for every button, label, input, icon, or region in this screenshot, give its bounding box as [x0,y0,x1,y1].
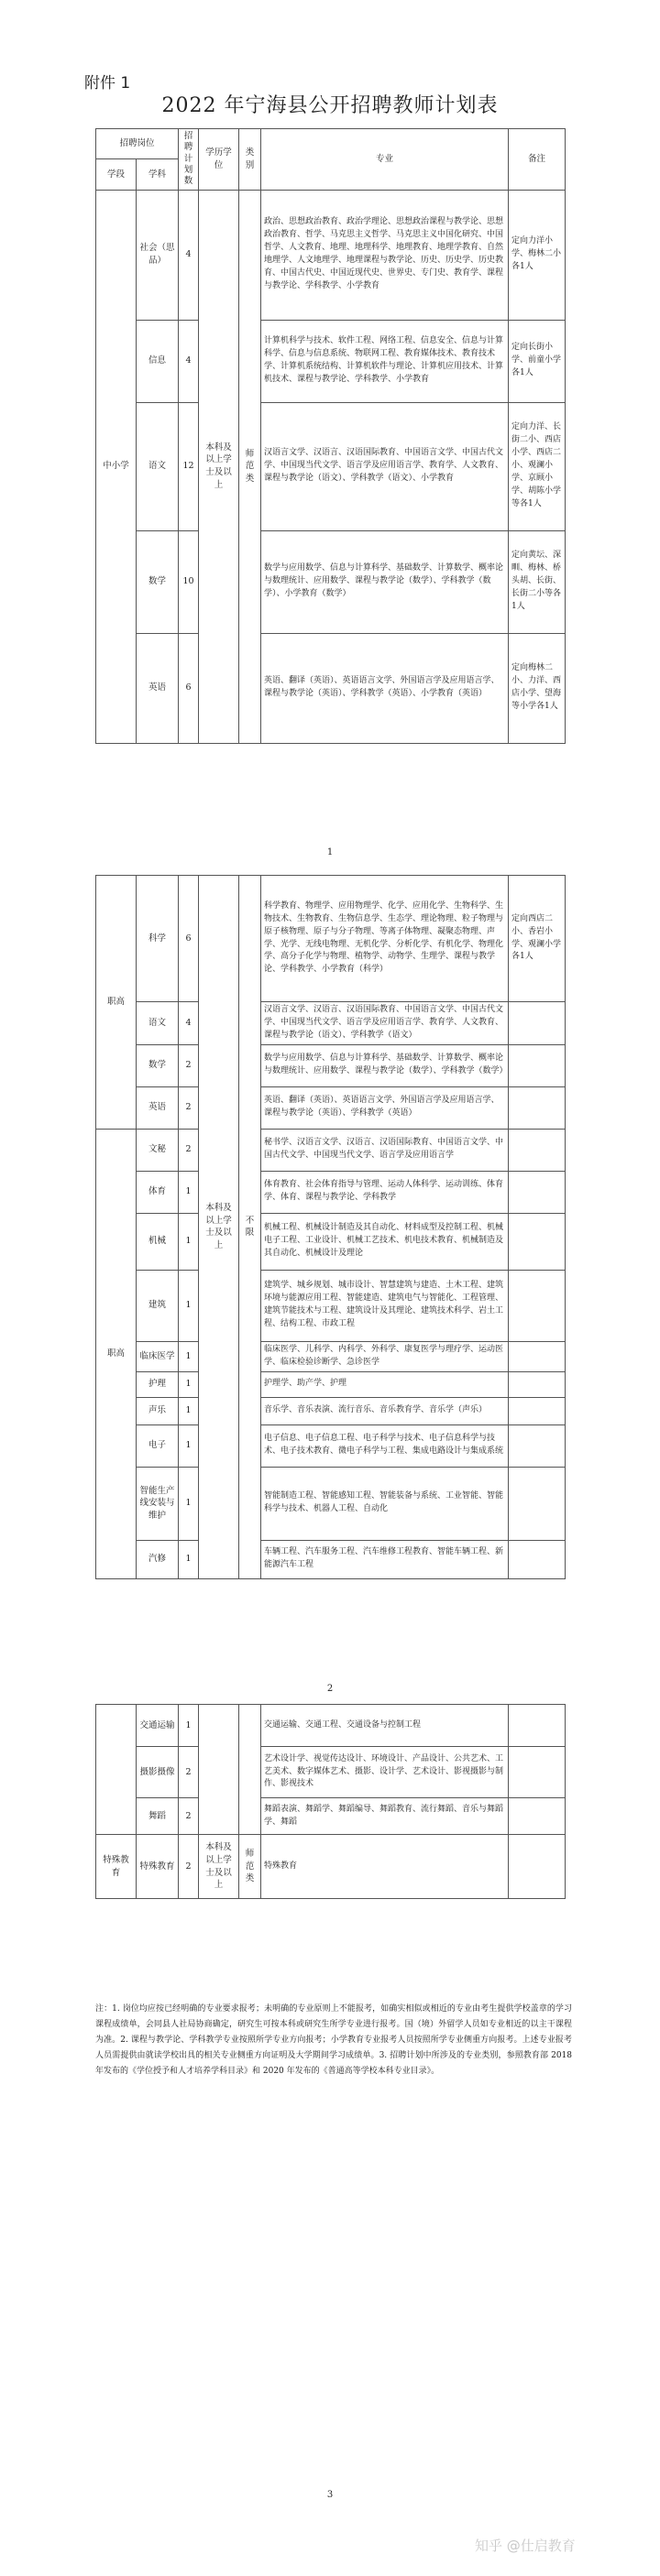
segment-cell: 中小学 [96,190,137,743]
subject-cell: 汽修 [137,1540,179,1578]
header-note: 备注 [509,129,566,191]
major-cell: 音乐学、音乐表演、流行音乐、音乐教育学、音乐学（声乐） [261,1397,509,1424]
count-cell: 1 [179,1467,199,1540]
page-title: 2022 年宁海县公开招聘教师计划表 [161,94,499,117]
major-cell: 科学教育、物理学、应用物理学、化学、应用化学、生物科学、生物技术、生物教育、生物信息学、生态学、理论物理、粒子物理与原子核物理、原子与分子物理、等离子体物理、凝聚态物理、声学、光学、无线电物理、无机化学、分析化学、有机化学、物理化学、高分子化学与物理、植物学、动物学、生理学、课程与教学论、学科教学、小学教育（科学） [261,876,509,1002]
major-cell: 临床医学、儿科学、内科学、外科学、康复医学与理疗学、运动医学、临床检验诊断学、急诊医学 [261,1341,509,1371]
major-cell: 数学与应用数学、信息与计算科学、基础数学、计算数学、概率论与数理统计、应用数学、课程与教学论（数学）、学科教学（数学） [261,1044,509,1086]
note-cell [509,1002,566,1045]
subject-cell: 数学 [137,1044,179,1086]
plan-table-2 [95,875,566,1579]
subject-cell: 电子 [137,1424,179,1467]
note-cell [509,1467,566,1540]
note-cell [509,1540,566,1578]
page-number: 2 [326,1684,334,1694]
education-cell: 本科及以上学士及以上 [199,190,239,743]
footnote: 注：1. 岗位均应按已经明确的专业要求报考；未明确的专业原则上不能报考，如确实相似或相近的专业由考生提供学校盖章的学习课程成绩单，会同县人社局协商确定，研究生可按本科或研究生所学专业进行报考。国（境）外留学人员如专业相近的以主干课程为准。2. 课程与教学论、学科教学专业按照所学专业方向报考；小学教育专业报考人员按照所学专业侧重方向报考。上述专业报考人员需提供由就读学校出具的相关专业侧重方向证明及大学期间学习成绩单。3. 招聘计划中所涉及的专业类别，参照教育部 2018 年发布的《学位授予和人才培养学科目录》和 2020 年发布的《普通高等学校本科专业目录》。 [95,2004,572,2077]
plan-table-1 [95,128,566,744]
subject-cell: 英语 [137,633,179,743]
note-cell: 定向西店二小、香岩小学、观澜小学各1人 [509,876,566,1002]
count-cell: 2 [179,1798,199,1835]
count-cell: 10 [179,530,199,633]
page-number: 3 [326,2490,334,2500]
count-cell: 2 [179,1747,199,1798]
subject-cell: 特殊教育 [137,1835,179,1899]
note-cell [509,1086,566,1129]
watermark: 知乎 @仕启教育 [475,2538,576,2554]
count-cell: 6 [179,876,199,1002]
count-cell: 1 [179,1705,199,1747]
count-cell: 12 [179,402,199,530]
note-cell: 定向梅林二小、力洋、西店小学、望海等小学各1人 [509,633,566,743]
education-cell-blank [199,1705,239,1835]
note-cell [509,1341,566,1371]
note-cell [509,1747,566,1798]
count-cell: 1 [179,1341,199,1371]
category-cell: 不限 [239,876,261,1579]
education-cell: 本科及以上学士及以上 [199,1835,239,1899]
subject-cell: 数学 [137,530,179,633]
count-cell: 2 [179,1044,199,1086]
major-cell: 车辆工程、汽车服务工程、汽车维修工程教育、智能车辆工程、新能源汽车工程 [261,1540,509,1578]
segment-cell: 职高 [96,1129,137,1578]
note-cell: 定向黄坛、深甽、梅林、桥头胡、长街、长街二小等各1人 [509,530,566,633]
note-cell [509,1371,566,1397]
subject-cell: 社会（思品） [137,190,179,320]
count-cell: 2 [179,1129,199,1171]
header-education: 学历学位 [199,129,239,191]
count-cell: 1 [179,1540,199,1578]
major-cell: 机械工程、机械设计制造及其自动化、材料成型及控制工程、机械电子工程、工业设计、机械工艺技术、机电技术教育、机械制造及其自动化、机械设计及理论 [261,1213,509,1270]
header-position: 招聘岗位 [96,129,179,159]
note-cell [509,1129,566,1171]
subject-cell: 语文 [137,402,179,530]
major-cell: 特殊教育 [261,1835,509,1899]
count-cell: 6 [179,633,199,743]
note-cell: 定向力洋小学、梅林二小各1人 [509,190,566,320]
subject-cell: 建筑 [137,1270,179,1341]
segment-cell: 职高 [96,876,137,1130]
count-cell: 2 [179,1086,199,1129]
plan-table-3 [95,1704,566,1899]
note-cell [509,1397,566,1424]
note-cell: 定向力洋、长街二小、西店小学、西店二小、观澜小学、京顾小学、胡陈小学等各1人 [509,402,566,530]
note-cell [509,1798,566,1835]
subject-cell: 智能生产线安装与维护 [137,1467,179,1540]
count-cell: 1 [179,1171,199,1213]
major-cell: 体育教育、社会体育指导与管理、运动人体科学、运动训练、体育学、体育、课程与教学论、学科教学 [261,1171,509,1213]
header-category: 类别 [239,129,261,191]
note-cell [509,1213,566,1270]
note-cell [509,1270,566,1341]
subject-cell: 临床医学 [137,1341,179,1371]
major-cell: 英语、翻译（英语）、英语语言文学、外国语言学及应用语言学、课程与教学论（英语）、学科教学（英语） [261,1086,509,1129]
category-cell: 师范类 [239,1835,261,1899]
page-number: 1 [326,847,334,857]
note-cell [509,1171,566,1213]
major-cell: 英语、翻译（英语）、英语语言文学、外国语言学及应用语言学、课程与教学论（英语）、学科教学（英语）、小学教育（英语） [261,633,509,743]
annex-label: 附件 1 [84,74,131,93]
note-cell [509,1835,566,1899]
major-cell: 汉语言文学、汉语言、汉语国际教育、中国语言文学、中国古代文学、中国现当代文学、语言学及应用语言学、教育学、人文教育、课程与教学论（语文）、学科教学（语文） [261,1002,509,1045]
note-cell [509,1705,566,1747]
major-cell: 建筑学、城乡规划、城市设计、智慧建筑与建造、土木工程、建筑环境与能源应用工程、智能建造、建筑电气与智能化、工程管理、建筑节能技术与工程、建筑设计及其理论、建筑技术科学、岩土工程、结构工程、市政工程 [261,1270,509,1341]
subject-cell: 科学 [137,876,179,1002]
count-cell: 1 [179,1424,199,1467]
count-cell: 4 [179,320,199,402]
major-cell: 智能制造工程、智能感知工程、智能装备与系统、工业智能、智能科学与技术、机器人工程、自动化 [261,1467,509,1540]
note-cell [509,1044,566,1086]
subject-cell: 语文 [137,1002,179,1045]
header-segment: 学段 [96,159,137,190]
count-cell: 2 [179,1835,199,1899]
count-cell: 1 [179,1270,199,1341]
subject-cell: 英语 [137,1086,179,1129]
subject-cell: 信息 [137,320,179,402]
header-subject: 学科 [137,159,179,190]
subject-cell: 声乐 [137,1397,179,1424]
subject-cell: 体育 [137,1171,179,1213]
subject-cell: 摄影摄像 [137,1747,179,1798]
count-cell: 1 [179,1397,199,1424]
count-cell: 1 [179,1213,199,1270]
segment-cell: 特殊教育 [96,1835,137,1899]
major-cell: 秘书学、汉语言文学、汉语言、汉语国际教育、中国语言文学、中国古代文学、中国现当代文学、语言学及应用语言学 [261,1129,509,1171]
subject-cell: 文秘 [137,1129,179,1171]
subject-cell: 机械 [137,1213,179,1270]
count-cell: 4 [179,1002,199,1045]
major-cell: 计算机科学与技术、软件工程、网络工程、信息安全、信息与计算科学、信息与信息系统、物联网工程、教育媒体技术、教育技术学、计算机系统结构、计算机软件与理论、计算机应用技术、计算机技术、课程与教学论、学科教学、小学教育 [261,320,509,402]
major-cell: 数学与应用数学、信息与计算科学、基础数学、计算数学、概率论与数理统计、应用数学、课程与教学论（数学）、学科教学（数学）、小学教育（数学） [261,530,509,633]
count-cell: 4 [179,190,199,320]
category-cell-blank [239,1705,261,1835]
category-cell: 师范类 [239,190,261,743]
count-cell: 1 [179,1371,199,1397]
header-major: 专业 [261,129,509,191]
major-cell: 交通运输、交通工程、交通设备与控制工程 [261,1705,509,1747]
major-cell: 艺术设计学、视觉传达设计、环境设计、产品设计、公共艺术、工艺美术、数字媒体艺术、摄影、设计学、艺术设计、影视摄影与制作、影视技术 [261,1747,509,1798]
major-cell: 护理学、助产学、护理 [261,1371,509,1397]
major-cell: 舞蹈表演、舞蹈学、舞蹈编导、舞蹈教育、流行舞蹈、音乐与舞蹈学、舞蹈 [261,1798,509,1835]
subject-cell: 舞蹈 [137,1798,179,1835]
major-cell: 政治、思想政治教育、政治学理论、思想政治课程与教学论、思想政治教育、哲学、马克思主义哲学、马克思主义中国化研究、中国哲学、人文教育、地理、地理科学、地理教育、地理学教育、自然地理学、人文地理学、地理课程与教学论、历史、历史学、历史教育、中国古代史、中国近现代史、世界史、专门史、教育学、课程与教学论、学科教学、小学教育 [261,190,509,320]
segment-cell-blank [96,1705,137,1835]
major-cell: 汉语言文学、汉语言、汉语国际教育、中国语言文学、中国古代文学、中国现当代文学、语言学及应用语言学、教育学、人文教育、课程与教学论（语文）、学科教学（语文）、小学教育 [261,402,509,530]
note-cell [509,1424,566,1467]
subject-cell: 交通运输 [137,1705,179,1747]
education-cell: 本科及以上学士及以上 [199,876,239,1579]
subject-cell: 护理 [137,1371,179,1397]
major-cell: 电子信息、电子信息工程、电子科学与技术、电子信息科学与技术、电子技术教育、微电子科学与工程、集成电路设计与集成系统 [261,1424,509,1467]
note-cell: 定向长街小学、前童小学各1人 [509,320,566,402]
header-count: 招聘计划数 [179,129,199,191]
